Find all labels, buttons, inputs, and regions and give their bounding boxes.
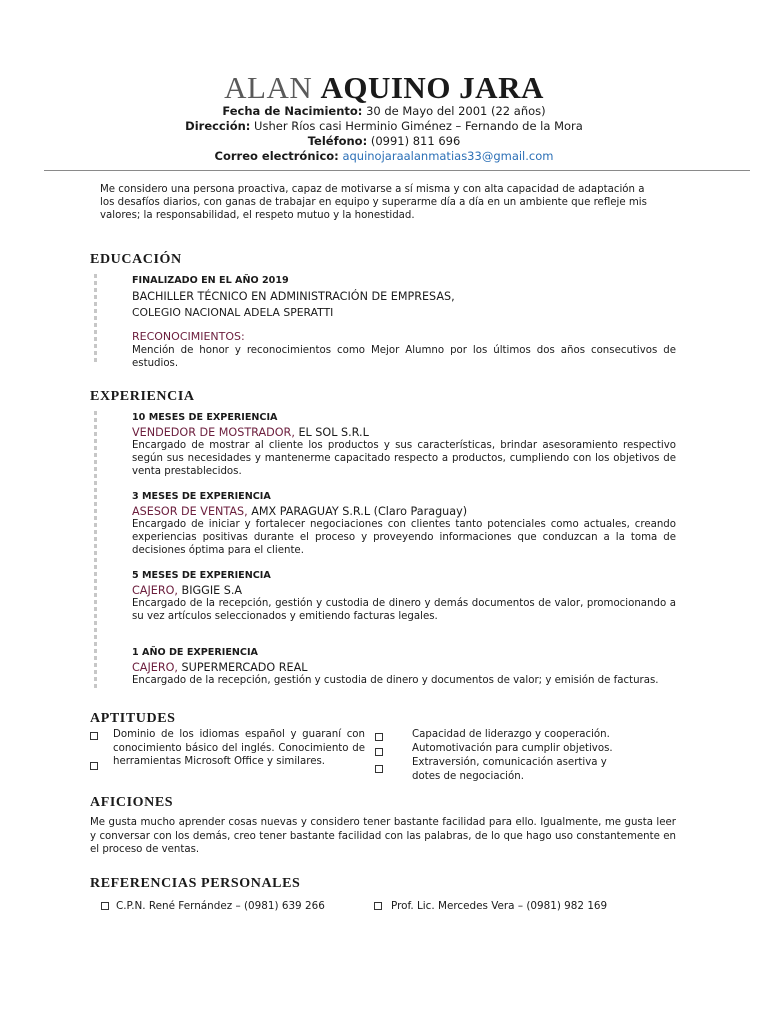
- experience-timeline: [94, 411, 97, 689]
- email-link[interactable]: aquinojaraalanmatias33@gmail.com: [342, 149, 554, 163]
- experience-company: EL SOL S.R.L: [294, 426, 369, 439]
- checkbox-bullet-icon: [90, 732, 98, 740]
- reference-item: C.P.N. René Fernández – (0981) 639 266: [116, 900, 325, 912]
- first-name: ALAN: [224, 70, 313, 105]
- skills-right-item: Automotivación para cumplir objetivos.: [412, 743, 613, 754]
- experience-company: BIGGIE S.A: [177, 584, 243, 597]
- experience-item: [132, 646, 676, 688]
- experience-title: [132, 504, 676, 519]
- education-timeline: [94, 274, 97, 362]
- birth-label: Fecha de Nacimiento:: [222, 104, 363, 118]
- references-heading: REFERENCIAS PERSONALES: [90, 876, 301, 891]
- education-entry: [132, 274, 676, 371]
- birth-value: 30 de Mayo del 2001 (22 años): [366, 104, 546, 118]
- reference-item: Prof. Lic. Mercedes Vera – (0981) 982 169: [391, 900, 608, 912]
- checkbox-bullet-icon: [375, 765, 383, 773]
- experience-period: 5 MESES DE EXPERIENCIA: [132, 570, 271, 581]
- experience-description: Encargado de iniciar y fortalecer negociaciones con clientes tanto potenciales como actuales, creando experiencias positivas durante el proceso y proveyendo informaciones que conduzcan a la toma de decisiones óptima para el cliente.: [132, 519, 676, 556]
- header-divider: [44, 170, 750, 171]
- experience-period: 10 MESES DE EXPERIENCIA: [132, 412, 278, 423]
- experience-title: [132, 660, 676, 675]
- address-value: Usher Ríos casi Herminio Giménez – Fernando de la Mora: [254, 119, 583, 133]
- experience-description: Encargado de mostrar al cliente los productos y sus características, brindar asesoramiento respectivo según sus necesidades y mantenerme capacitado respecto a productos, cumpliendo con los objetivos de venta prestablecidos.: [132, 440, 676, 477]
- experience-heading: EXPERIENCIA: [90, 389, 195, 404]
- last-name: AQUINO JARA: [320, 70, 544, 105]
- skills-heading: APTITUDES: [90, 711, 176, 726]
- experience-item: [132, 569, 676, 624]
- checkbox-bullet-icon: [90, 762, 98, 770]
- email-label: Correo electrónico:: [214, 149, 339, 163]
- experience-role: CAJERO,: [132, 584, 178, 597]
- awards-label: RECONOCIMIENTOS:: [132, 330, 245, 343]
- hobbies-text: Me gusta mucho aprender cosas nuevas y considero tener bastante facilidad para ello. Igualmente, me gusta leer y conversar con los demás, creo tener bastante facilidad con las palabras, de lo que hago uso constantemente en el proceso de ventas.: [90, 817, 676, 855]
- experience-title: [132, 425, 676, 440]
- experience-role: CAJERO,: [132, 661, 178, 674]
- experience-role: VENDEDOR DE MOSTRADOR,: [132, 426, 295, 439]
- phone-label: Teléfono:: [307, 134, 368, 148]
- experience-company: AMX PARAGUAY S.R.L (Claro Paraguay): [247, 505, 468, 518]
- experience-role: ASESOR DE VENTAS,: [132, 505, 248, 518]
- checkbox-bullet-icon: [375, 733, 383, 741]
- email-line: [0, 149, 768, 164]
- education-school: COLEGIO NACIONAL ADELA SPERATTI: [132, 306, 334, 319]
- candidate-name: [0, 70, 768, 106]
- skills-left-text: Dominio de los idiomas español y guaraní con conocimiento básico del inglés. Conocimiento de herramientas Microsoft Office y similares.: [113, 729, 365, 767]
- experience-period: 3 MESES DE EXPERIENCIA: [132, 491, 271, 502]
- hobbies-heading: AFICIONES: [90, 795, 174, 810]
- experience-item: [132, 490, 676, 557]
- phone-line: [0, 134, 768, 149]
- education-period: FINALIZADO EN EL AÑO 2019: [132, 275, 289, 286]
- experience-company: SUPERMERCADO REAL: [177, 661, 308, 674]
- address-label: Dirección:: [185, 119, 251, 133]
- education-degree: BACHILLER TÉCNICO EN ADMINISTRACIÓN DE EMPRESAS,: [132, 290, 455, 303]
- profile-summary: Me considero una persona proactiva, capaz de motivarse a sí misma y con alta capacidad de adaptación a los desafíos diarios, con ganas de trabajar en equipo y superarme día a día en un ambiente que refleje mis valores; la responsabilidad, el respeto mutuo y la honestidad.: [100, 184, 647, 221]
- experience-description: Encargado de la recepción, gestión y custodia de dinero y documentos de valor; y emisión de facturas.: [132, 675, 659, 686]
- checkbox-bullet-icon: [374, 902, 382, 910]
- experience-item: [132, 411, 676, 478]
- birth-line: [0, 104, 768, 119]
- experience-period: 1 AÑO DE EXPERIENCIA: [132, 647, 258, 658]
- phone-value: (0991) 811 696: [370, 134, 461, 148]
- checkbox-bullet-icon: [101, 902, 109, 910]
- skills-right-item: Capacidad de liderazgo y cooperación.: [412, 729, 610, 740]
- experience-description: Encargado de la recepción, gestión y custodia de dinero y demás documentos de valor, promocionando a su vez artículos seleccionados y emitiendo facturas legales.: [132, 598, 676, 622]
- experience-title: [132, 583, 676, 598]
- education-heading: EDUCACIÓN: [90, 252, 182, 267]
- skills-right-item: Extraversión, comunicación asertiva y dotes de negociación.: [412, 757, 607, 782]
- checkbox-bullet-icon: [375, 748, 383, 756]
- address-line: [0, 119, 768, 134]
- awards-text: Mención de honor y reconocimientos como Mejor Alumno por los últimos dos años consecutivos de estudios.: [132, 345, 676, 369]
